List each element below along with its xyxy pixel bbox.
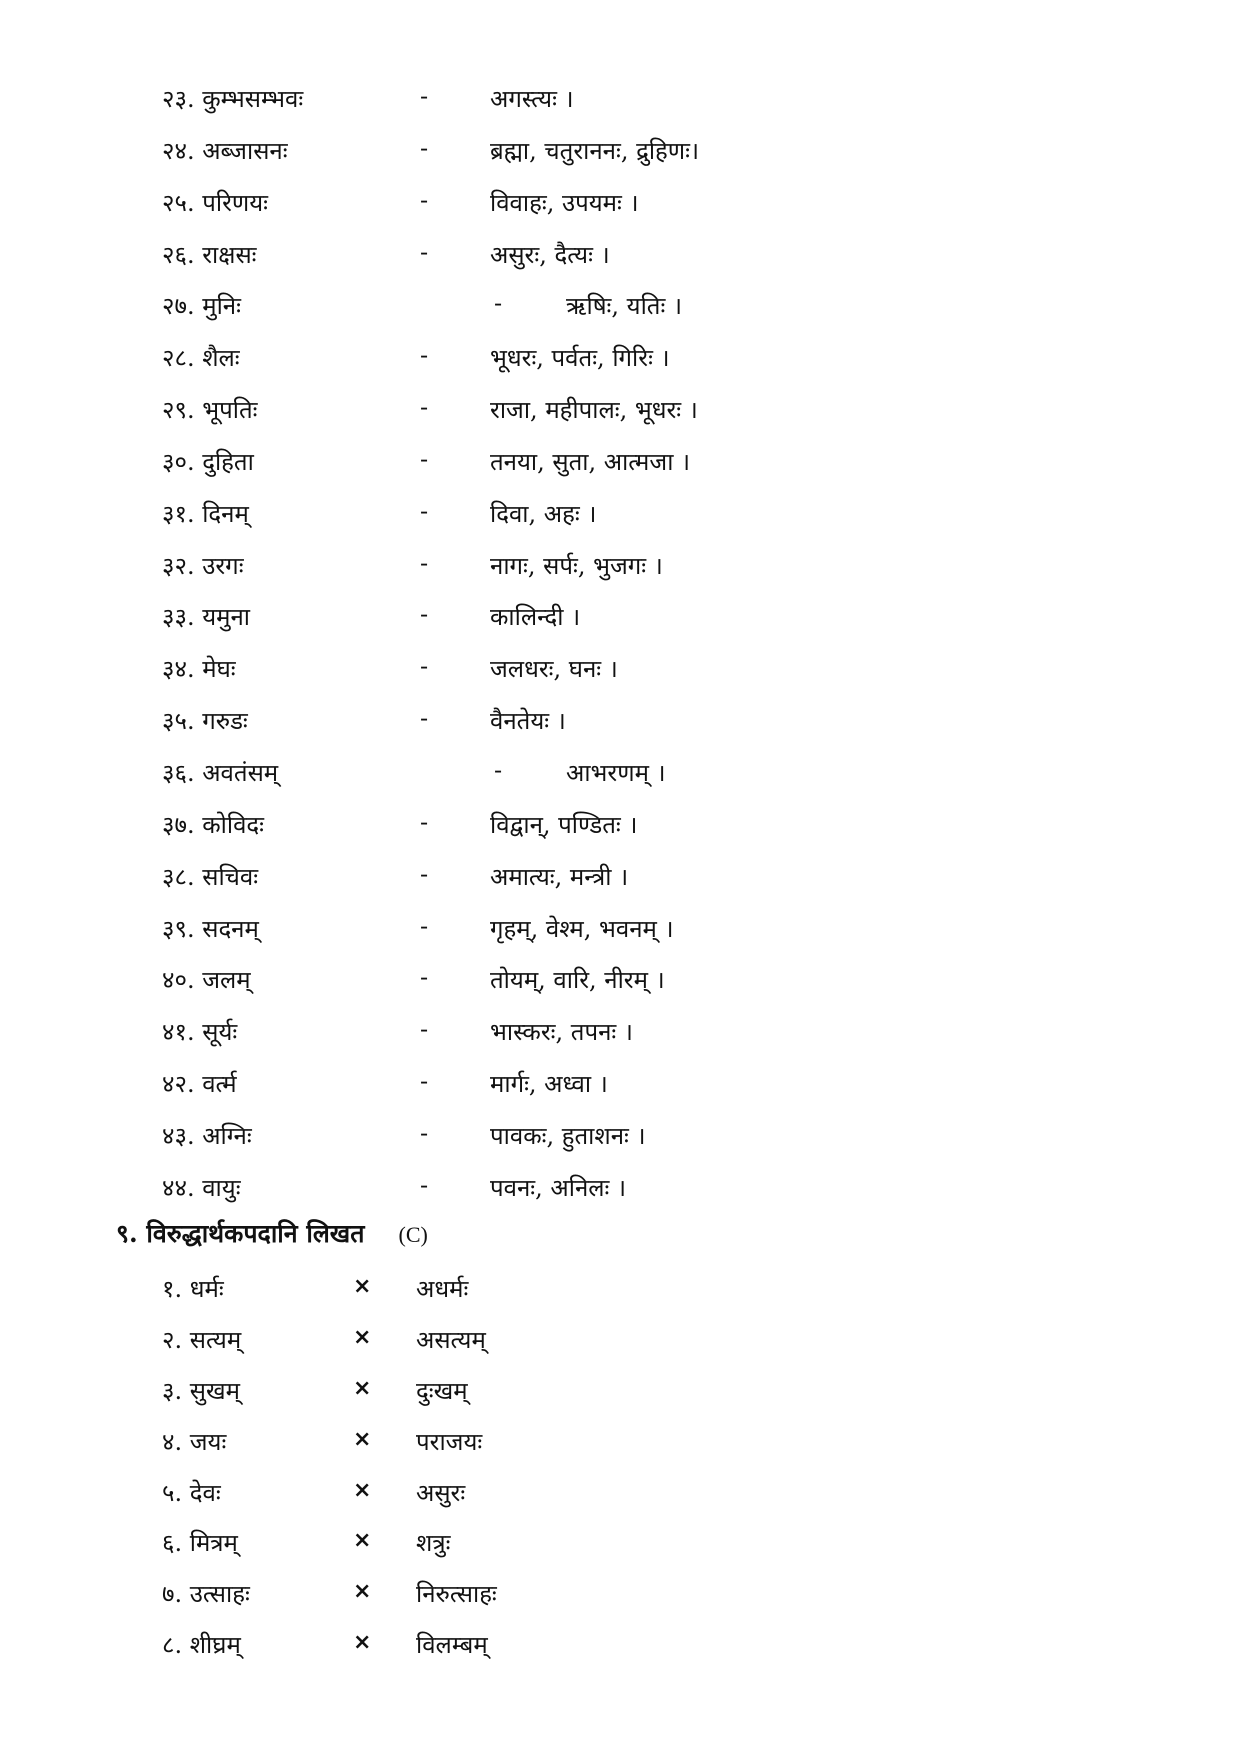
synonyms-text: अगस्त्यः ।: [490, 85, 574, 113]
cross-icon: ×: [353, 1528, 372, 1554]
list-item: [0, 383, 1241, 435]
term: ८. शीघ्रम्: [162, 1631, 241, 1660]
synonyms-text: विद्वान्, पण्डितः ।: [490, 810, 638, 839]
term: ३०. दुहिता: [162, 447, 254, 476]
term: २. सत्यम्: [162, 1325, 242, 1354]
term: ४३. अग्निः: [162, 1121, 252, 1150]
synonyms-text: भूधरः, पर्वतः, गिरिः ।: [490, 344, 670, 373]
synonyms-text: तोयम्, वारि, नीरम् ।: [490, 966, 665, 995]
synonyms-text: ऋषिः, यतिः ।: [566, 292, 683, 321]
list-item: [0, 1622, 1241, 1673]
antonym-list: [0, 1266, 1241, 1673]
term: ३९. सदनम्: [162, 914, 259, 943]
list-item: [0, 1317, 1241, 1368]
list-item: [0, 331, 1241, 383]
separator: -: [420, 1118, 429, 1147]
term: ३. सुखम्: [162, 1376, 240, 1405]
synonyms-text: गृहम्, वेश्म, भवनम् ।: [490, 914, 674, 943]
separator: -: [420, 1067, 429, 1096]
separator: -: [420, 444, 429, 473]
term: २७. मुनिः: [162, 292, 241, 321]
term: २३. कुम्भसम्भवः: [162, 85, 304, 113]
term: ३१. दिनम्: [162, 499, 249, 528]
antonym-text: निरुत्साहः: [416, 1580, 497, 1609]
antonym-text: असुरः: [416, 1478, 466, 1507]
list-item: [0, 1005, 1241, 1057]
list-item: [0, 1161, 1241, 1213]
synonyms-text: आभरणम् ।: [566, 758, 666, 787]
separator: -: [420, 82, 429, 110]
term: २८. शैलः: [162, 344, 240, 373]
list-item: [0, 124, 1241, 176]
section-title: ९. विरुद्धार्थकपदानि लिखत: [116, 1219, 365, 1248]
synonyms-text: पवनः, अनिलः ।: [490, 1173, 627, 1202]
term: २५. परिणयः: [162, 188, 269, 217]
cross-icon: ×: [353, 1375, 372, 1401]
synonyms-text: वैनतेयः ।: [490, 707, 566, 736]
list-item: [0, 1520, 1241, 1571]
antonym-text: दुःखम्: [416, 1376, 468, 1405]
list-item: [0, 590, 1241, 642]
list-item: [0, 1109, 1241, 1161]
synonyms-text: नागः, सर्पः, भुजगः ।: [490, 551, 663, 580]
synonyms-text: पावकः, हुताशनः ।: [490, 1121, 646, 1150]
separator: -: [420, 859, 429, 888]
separator: -: [420, 704, 429, 733]
separator: -: [420, 393, 429, 422]
list-item: [0, 72, 1241, 124]
term: ४४. वायुः: [162, 1173, 241, 1202]
antonym-text: पराजयः: [416, 1427, 483, 1456]
synonyms-text: जलधरः, घनः ।: [490, 655, 618, 684]
list-item: [0, 279, 1241, 331]
list-item: [0, 176, 1241, 228]
list-item: [0, 953, 1241, 1005]
synonyms-text: विवाहः, उपयमः ।: [490, 188, 639, 217]
list-item: [0, 435, 1241, 487]
synonyms-text: असुरः, दैत्यः ।: [490, 240, 610, 269]
separator: -: [420, 911, 429, 940]
list-item: [0, 850, 1241, 902]
antonym-text: अधर्मः: [416, 1275, 469, 1303]
term: ४०. जलम्: [162, 966, 251, 995]
term: ४२. वर्त्म: [162, 1070, 237, 1099]
separator: -: [494, 755, 503, 784]
section-heading: [116, 1216, 428, 1250]
term: ३८. सचिवः: [162, 862, 259, 891]
list-item: [0, 1571, 1241, 1622]
synonyms-text: ब्रह्मा, चतुराननः, द्रुहिणः।: [490, 136, 700, 165]
list-item: [0, 746, 1241, 798]
term: ५. देवः: [162, 1478, 221, 1507]
synonyms-text: अमात्यः, मन्त्री ।: [490, 862, 629, 891]
term: ३४. मेघः: [162, 655, 236, 684]
list-item: [0, 539, 1241, 591]
list-item: [0, 228, 1241, 280]
list-item: [0, 642, 1241, 694]
term: ७. उत्साहः: [162, 1580, 250, 1609]
separator: -: [420, 185, 429, 214]
list-item: [0, 1419, 1241, 1470]
synonyms-text: कालिन्दी ।: [490, 603, 581, 632]
cross-icon: ×: [353, 1274, 372, 1299]
antonym-text: शत्रुः: [416, 1529, 451, 1558]
cross-icon: ×: [353, 1630, 372, 1656]
list-item: [0, 694, 1241, 746]
term: २९. भूपतिः: [162, 396, 258, 425]
term: ३५. गरुडः: [162, 707, 248, 736]
antonym-text: असत्यम्: [416, 1325, 486, 1354]
separator: -: [420, 496, 429, 525]
synonyms-text: दिवा, अहः ।: [490, 499, 597, 528]
separator: -: [420, 548, 429, 577]
synonyms-text: राजा, महीपालः, भूधरः ।: [490, 396, 698, 425]
cross-icon: ×: [353, 1324, 372, 1350]
list-item: [0, 1368, 1241, 1419]
term: ३७. कोविदः: [162, 810, 265, 839]
list-item: [0, 1470, 1241, 1521]
separator: -: [420, 1170, 429, 1199]
list-item: [0, 1266, 1241, 1317]
list-item: [0, 902, 1241, 954]
synonyms-text: भास्करः, तपनः ।: [490, 1018, 633, 1047]
cross-icon: ×: [353, 1477, 372, 1503]
separator: -: [420, 133, 429, 162]
term: ३३. यमुना: [162, 603, 251, 632]
separator: -: [420, 237, 429, 266]
synonyms-text: तनया, सुता, आत्मजा ।: [490, 447, 691, 476]
separator: -: [420, 341, 429, 370]
synonyms-text: मार्गः, अध्वा ।: [490, 1070, 608, 1099]
term: ३६. अवतंसम्: [162, 758, 279, 787]
term: ३२. उरगः: [162, 551, 244, 580]
separator: -: [420, 807, 429, 836]
cross-icon: ×: [353, 1426, 372, 1452]
term: ६. मित्रम्: [162, 1529, 238, 1558]
separator: -: [420, 652, 429, 681]
synonym-list: [0, 72, 1241, 1213]
antonym-text: विलम्बम्: [416, 1631, 488, 1660]
list-item: [0, 798, 1241, 850]
separator: -: [420, 963, 429, 992]
term: ४. जयः: [162, 1427, 227, 1456]
separator: -: [420, 600, 429, 629]
separator: -: [420, 1015, 429, 1044]
term: ४१. सूर्यः: [162, 1018, 238, 1047]
list-item: [0, 1057, 1241, 1109]
term: २४. अब्जासनः: [162, 136, 288, 165]
term: १. धर्मः: [162, 1275, 224, 1303]
term: २६. राक्षसः: [162, 240, 257, 269]
separator: -: [494, 289, 503, 318]
cross-icon: ×: [353, 1579, 372, 1605]
list-item: [0, 487, 1241, 539]
section-code: (C): [398, 1222, 428, 1247]
